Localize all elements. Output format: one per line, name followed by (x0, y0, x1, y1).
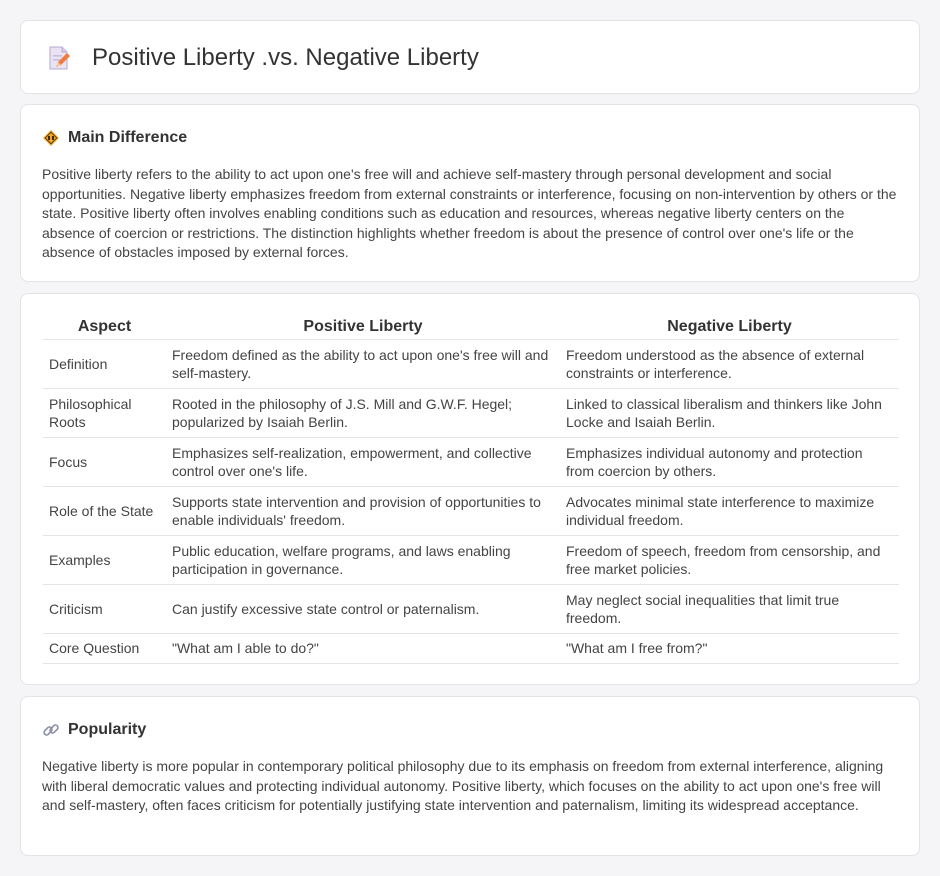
negative-cell: Freedom of speech, freedom from censorship, and free market policies. (560, 535, 899, 584)
popularity-section (20, 696, 920, 856)
negative-cell: Emphasizes individual autonomy and protection from coercion by others. (560, 437, 899, 486)
aspect-cell: Core Question (43, 633, 166, 663)
positive-cell: Rooted in the philosophy of J.S. Mill and G.W.F. Hegel; popularized by Isaiah Berlin. (166, 388, 560, 437)
table-row (43, 486, 899, 535)
popularity-text: Negative liberty is more popular in contemporary political philosophy due to its emphasis on freedom from external interference, aligning with liberal democratic values and protecting individual autonomy. Positive liberty, which focuses on the ability to act upon one's free will and self-mastery, often faces criticism for potentially justifying state intervention and paternalism, limiting its widespread acceptance. (42, 758, 884, 813)
negative-cell: "What am I free from?" (560, 633, 899, 663)
negative-cell: Linked to classical liberalism and thinkers like John Locke and Isaiah Berlin. (560, 388, 899, 437)
positive-cell: Can justify excessive state control or paternalism. (166, 584, 560, 633)
aspect-cell: Criticism (43, 584, 166, 633)
aspect-cell: Philosophical Roots (43, 388, 166, 437)
diamond-sign-icon (42, 129, 60, 147)
document-pencil-icon (47, 45, 71, 71)
aspect-cell: Definition (43, 339, 166, 388)
header-positive-liberty: Positive Liberty (166, 316, 560, 339)
main-difference-text: Positive liberty refers to the ability to act upon one's free will and achieve self-mastery through personal development and social opportunities. Negative liberty emphasizes freedom from external constraints or interference, focusing on non-intervention by others or the state. Positive liberty often involves enabling conditions such as education and resources, whereas negative liberty centers on the absence of coercion or restrictions. The distinction highlights whether freedom is about the presence of control over one's life or the absence of obstacles imposed by external forces. (42, 166, 897, 260)
comparison-table (43, 316, 899, 664)
popularity-header (42, 719, 146, 741)
table-row (43, 535, 899, 584)
title-card (20, 20, 920, 94)
aspect-cell: Role of the State (43, 486, 166, 535)
table-row (43, 339, 899, 388)
main-difference-heading: Main Difference (68, 129, 188, 146)
positive-cell: Public education, welfare programs, and laws enabling participation in governance. (166, 535, 560, 584)
positive-cell: Freedom defined as the ability to act upon one's free will and self-mastery. (166, 339, 560, 388)
main-difference-section (20, 104, 920, 282)
table-header-row (43, 316, 899, 339)
positive-cell: Supports state intervention and provision of opportunities to enable individuals' freedom. (166, 486, 560, 535)
positive-cell: Emphasizes self-realization, empowerment, and collective control over one's life. (166, 437, 560, 486)
main-difference-header (42, 127, 187, 149)
aspect-cell: Examples (43, 535, 166, 584)
header-negative-liberty: Negative Liberty (560, 316, 899, 339)
table-row (43, 388, 899, 437)
aspect-cell: Focus (43, 437, 166, 486)
positive-cell: "What am I able to do?" (166, 633, 560, 663)
popularity-heading: Popularity (68, 721, 147, 738)
page-title: Positive Liberty .vs. Negative Liberty (92, 44, 479, 71)
negative-cell: Advocates minimal state interference to maximize individual freedom. (560, 486, 899, 535)
table-row (43, 633, 899, 663)
negative-cell: Freedom understood as the absence of external constraints or interference. (560, 339, 899, 388)
table-row (43, 584, 899, 633)
comparison-table-section (20, 293, 920, 685)
header-aspect: Aspect (43, 316, 166, 339)
negative-cell: May neglect social inequalities that limit true freedom. (560, 584, 899, 633)
table-row (43, 437, 899, 486)
link-icon (42, 721, 60, 739)
